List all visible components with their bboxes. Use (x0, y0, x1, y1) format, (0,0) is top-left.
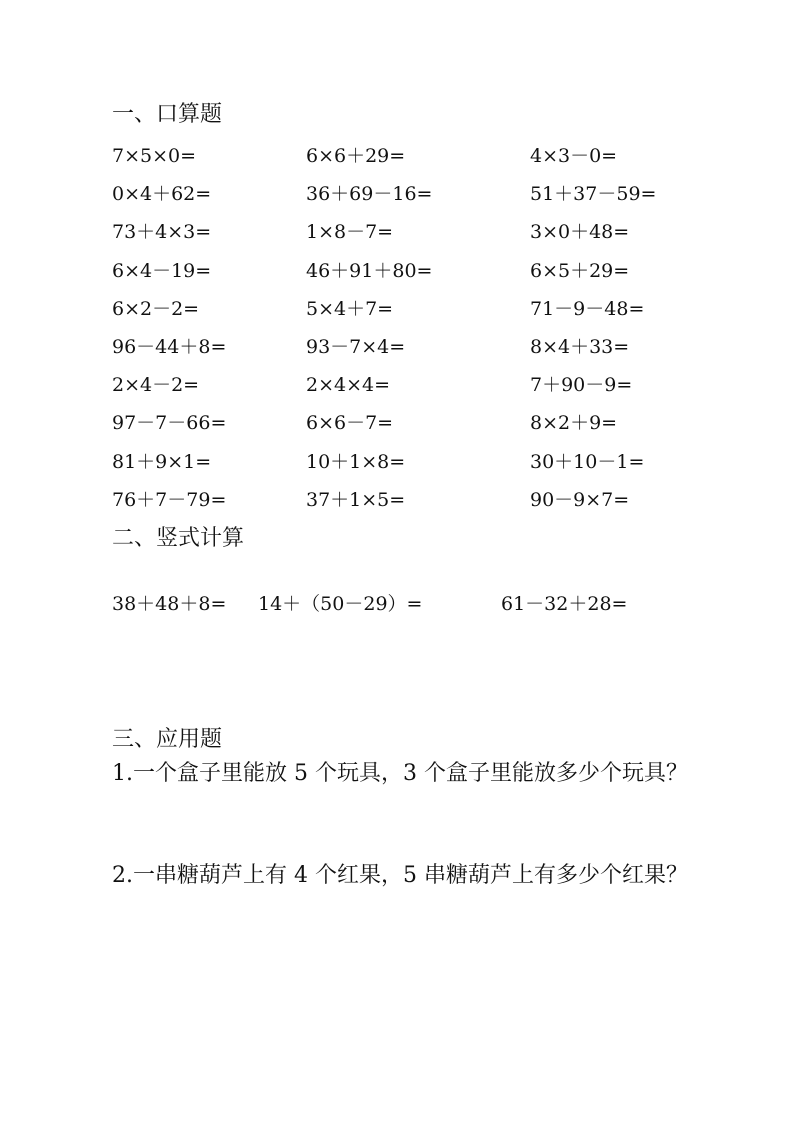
problem-row (112, 370, 732, 408)
problem-row (112, 256, 732, 294)
vertical-calculation-problem: 38＋48＋8= (112, 593, 227, 615)
mental-math-problem: 37＋1×5= (306, 488, 406, 511)
mental-math-problem: 7×5×0= (112, 145, 197, 167)
mental-math-problem: 90－9×7= (530, 488, 630, 511)
problem-row (112, 294, 732, 332)
mental-math-problem: 97－7－66= (112, 412, 227, 435)
mental-math-problem: 3×0＋48= (530, 221, 630, 244)
problem-row (112, 332, 732, 370)
mental-math-problem: 30＋10－1= (530, 450, 645, 473)
mental-math-problem: 93－7×4= (306, 335, 406, 358)
mental-math-problem: 73＋4×3= (112, 221, 212, 244)
mental-math-problem: 71－9－48= (530, 297, 645, 320)
mental-math-problem: 2×4×4= (306, 374, 391, 397)
section-2-heading: 二、竖式计算 (112, 526, 245, 551)
mental-math-problem: 6×5＋29= (530, 259, 630, 282)
mental-math-problem: 1×8－7= (306, 221, 394, 244)
mental-math-problem: 2×4－2= (112, 374, 200, 397)
problem-row (112, 447, 732, 485)
mental-math-problem: 36＋69－16= (306, 183, 433, 206)
mental-math-problem: 10＋1×8= (306, 450, 406, 473)
vertical-calculation-problem: 61－32＋28= (501, 593, 628, 615)
mental-math-grid (112, 141, 732, 523)
mental-math-problem: 5×4＋7= (306, 297, 394, 320)
mental-math-problem: 8×2＋9= (530, 412, 618, 435)
vertical-calculation-problem: 14＋（50－29）= (258, 593, 423, 615)
problem-row (112, 217, 732, 255)
problem-row (112, 179, 732, 217)
mental-math-problem: 4×3－0= (530, 145, 618, 167)
section-1-heading: 一、口算题 (112, 102, 223, 127)
mental-math-problem: 6×6－7= (306, 412, 394, 435)
section-3-heading: 三、应用题 (112, 727, 223, 752)
mental-math-problem: 7＋90－9= (530, 374, 633, 397)
problem-row (112, 408, 732, 446)
mental-math-problem: 6×4－19= (112, 259, 212, 282)
mental-math-problem: 76＋7－79= (112, 488, 227, 511)
mental-math-problem: 8×4＋33= (530, 335, 630, 358)
word-problem: 1.一个盒子里能放 5 个玩具，3 个盒子里能放多少个玩具？ (112, 761, 688, 786)
word-problem: 2.一串糖葫芦上有 4 个红果，5 串糖葫芦上有多少个红果？ (112, 863, 688, 888)
vertical-calculation-row (112, 589, 712, 619)
problem-row (112, 485, 732, 523)
mental-math-problem: 46＋91＋80= (306, 259, 433, 282)
problem-row (112, 141, 732, 179)
mental-math-problem: 51＋37－59= (530, 183, 657, 206)
mental-math-problem: 96－44＋8= (112, 335, 227, 358)
mental-math-problem: 0×4＋62= (112, 183, 212, 206)
mental-math-problem: 6×6＋29= (306, 145, 406, 167)
mental-math-problem: 81＋9×1= (112, 450, 212, 473)
mental-math-problem: 6×2－2= (112, 297, 200, 320)
